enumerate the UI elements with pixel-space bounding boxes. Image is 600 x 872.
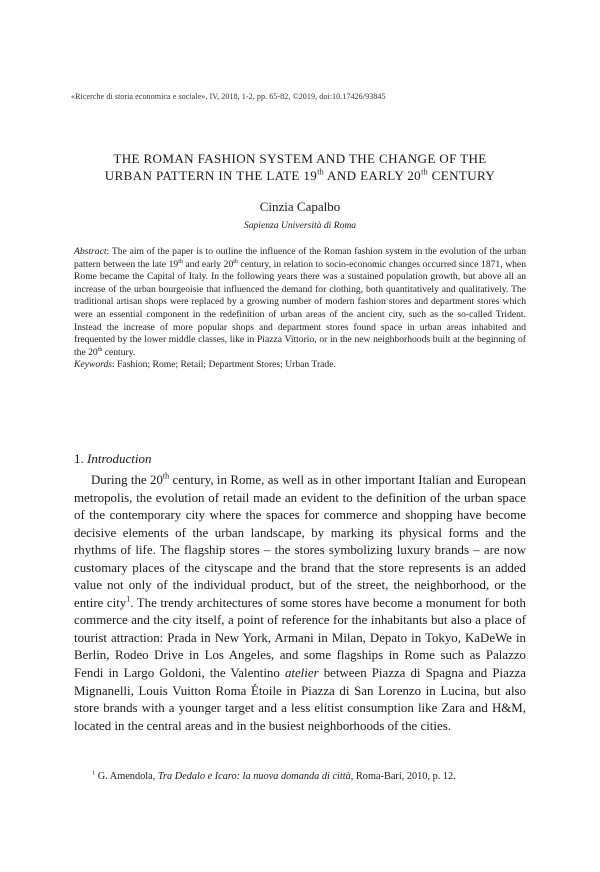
abstract-text: century. — [102, 346, 136, 358]
body-text-run: . The trendy architectures of some stores have become a monument for both commerce and the city itself, a point of reference for the inhabitants but also a place of tourist attraction: Prada in New York, Armani in Milan, Depato in Tokyo, KaDeWe in Berlin, Rodeo Drive in Los Angeles, and some flagships in Rome such as Palazzo Fendi in Largo Goldoni, the Valentino — [74, 595, 526, 681]
abstract-text: century, in relation to socio-economic changes occurred since 1871, when Rome became the Capital of Italy. In the following years there was a sustained population growth, but above all an increase of the urban bourgeoisie that influenced the demand for clothing, both quantitatively and qualitatively. The traditional artisan shops were replaced by a growing number of modern fashion stores and department stores which were an essential component in the redefinition of urban areas of the ancient city, such as the so-called Trident. Instead the increase of more popular shops and department stores found space in urban areas inhabited and frequented by the lower middle classes, like in Piazza Vittorio, or in the new neighborhoods built at the beginning of the 20 — [74, 258, 526, 358]
article-title — [80, 150, 520, 184]
body-text-run: between Piazza di Spagna and Piazza Mignanelli, Louis Vuitton Roma Étoile in Piazza di San Lorenzo in Lucina, but also store brands with a younger target and a less elitist consumption like Zara and H&M, located in the central areas and in the busiest neighborhoods of the cities. — [74, 666, 526, 733]
body-paragraph — [74, 472, 526, 735]
footnote-text: G. Amendola, — [95, 771, 158, 782]
footnote-reference: 1 — [126, 594, 131, 604]
abstract-block — [74, 246, 526, 372]
footnote-book-title: Tra Dedalo e Icaro: la nuova domanda di città — [157, 771, 351, 782]
body-text — [74, 472, 526, 735]
title-line-1: THE ROMAN FASHION SYSTEM AND THE CHANGE OF THE — [113, 151, 487, 166]
footnote — [92, 771, 456, 782]
body-superscript: th — [162, 471, 170, 481]
journal-citation: «Ricerche di storia economica e sociale», IV, 2018, 1-2, pp. 65-82, ©2019, doi:10.17426/93845 — [71, 92, 386, 101]
footnote-marker: 1 — [92, 769, 96, 777]
author-name: Cinzia Capalbo — [259, 199, 341, 214]
author-affiliation: Sapienza Università di Roma — [243, 220, 357, 231]
title-text: URBAN PATTERN IN THE LATE 19 — [104, 168, 318, 183]
section-title: Introduction — [87, 451, 152, 466]
keywords-line — [74, 359, 526, 372]
abstract-text: and early 20 — [182, 258, 234, 270]
title-line-2 — [80, 167, 520, 184]
abstract-paragraph — [74, 246, 526, 359]
keywords-label: Keywords — [74, 359, 113, 371]
body-italic-term: atelier — [284, 666, 319, 681]
footnote-text: , Roma-Bari, 2010, p. 12. — [350, 771, 456, 782]
abstract-superscript: th — [97, 346, 103, 353]
keywords-text: : Fashion; Rome; Retail; Department Stores; Urban Trade. — [112, 359, 336, 371]
title-superscript: th — [317, 167, 325, 177]
abstract-superscript: th — [178, 258, 183, 265]
abstract-text: : The aim of the paper is to outline the influence of the Roman fashion system in the evolution of the urban pattern between the late 19 — [74, 246, 526, 270]
title-text: AND EARLY 20 — [324, 168, 422, 183]
body-text-run: During the 20 — [91, 473, 163, 487]
abstract-superscript: th — [233, 258, 238, 265]
body-text-run: century, in Rome, as well as in other important Italian and European metropolis, the evolution of retail made an evident to the definition of the urban space of the contemporary city where the spaces for commerce and shopping have become decisive elements of the urban landscape, by marking its physical forms and the rhythms of life. The flagship stores – the stores symbolizing luxury brands – are now customary places of the cityscape and the brand that the store represents is an added value not only of the individual product, but of the street, the neighborhood, or the entire city — [74, 473, 526, 610]
section-number: 1. — [74, 451, 87, 466]
abstract-label: Abstract — [74, 246, 107, 257]
title-text: CENTURY — [428, 168, 496, 183]
section-heading — [74, 451, 152, 467]
title-superscript: th — [421, 167, 429, 177]
